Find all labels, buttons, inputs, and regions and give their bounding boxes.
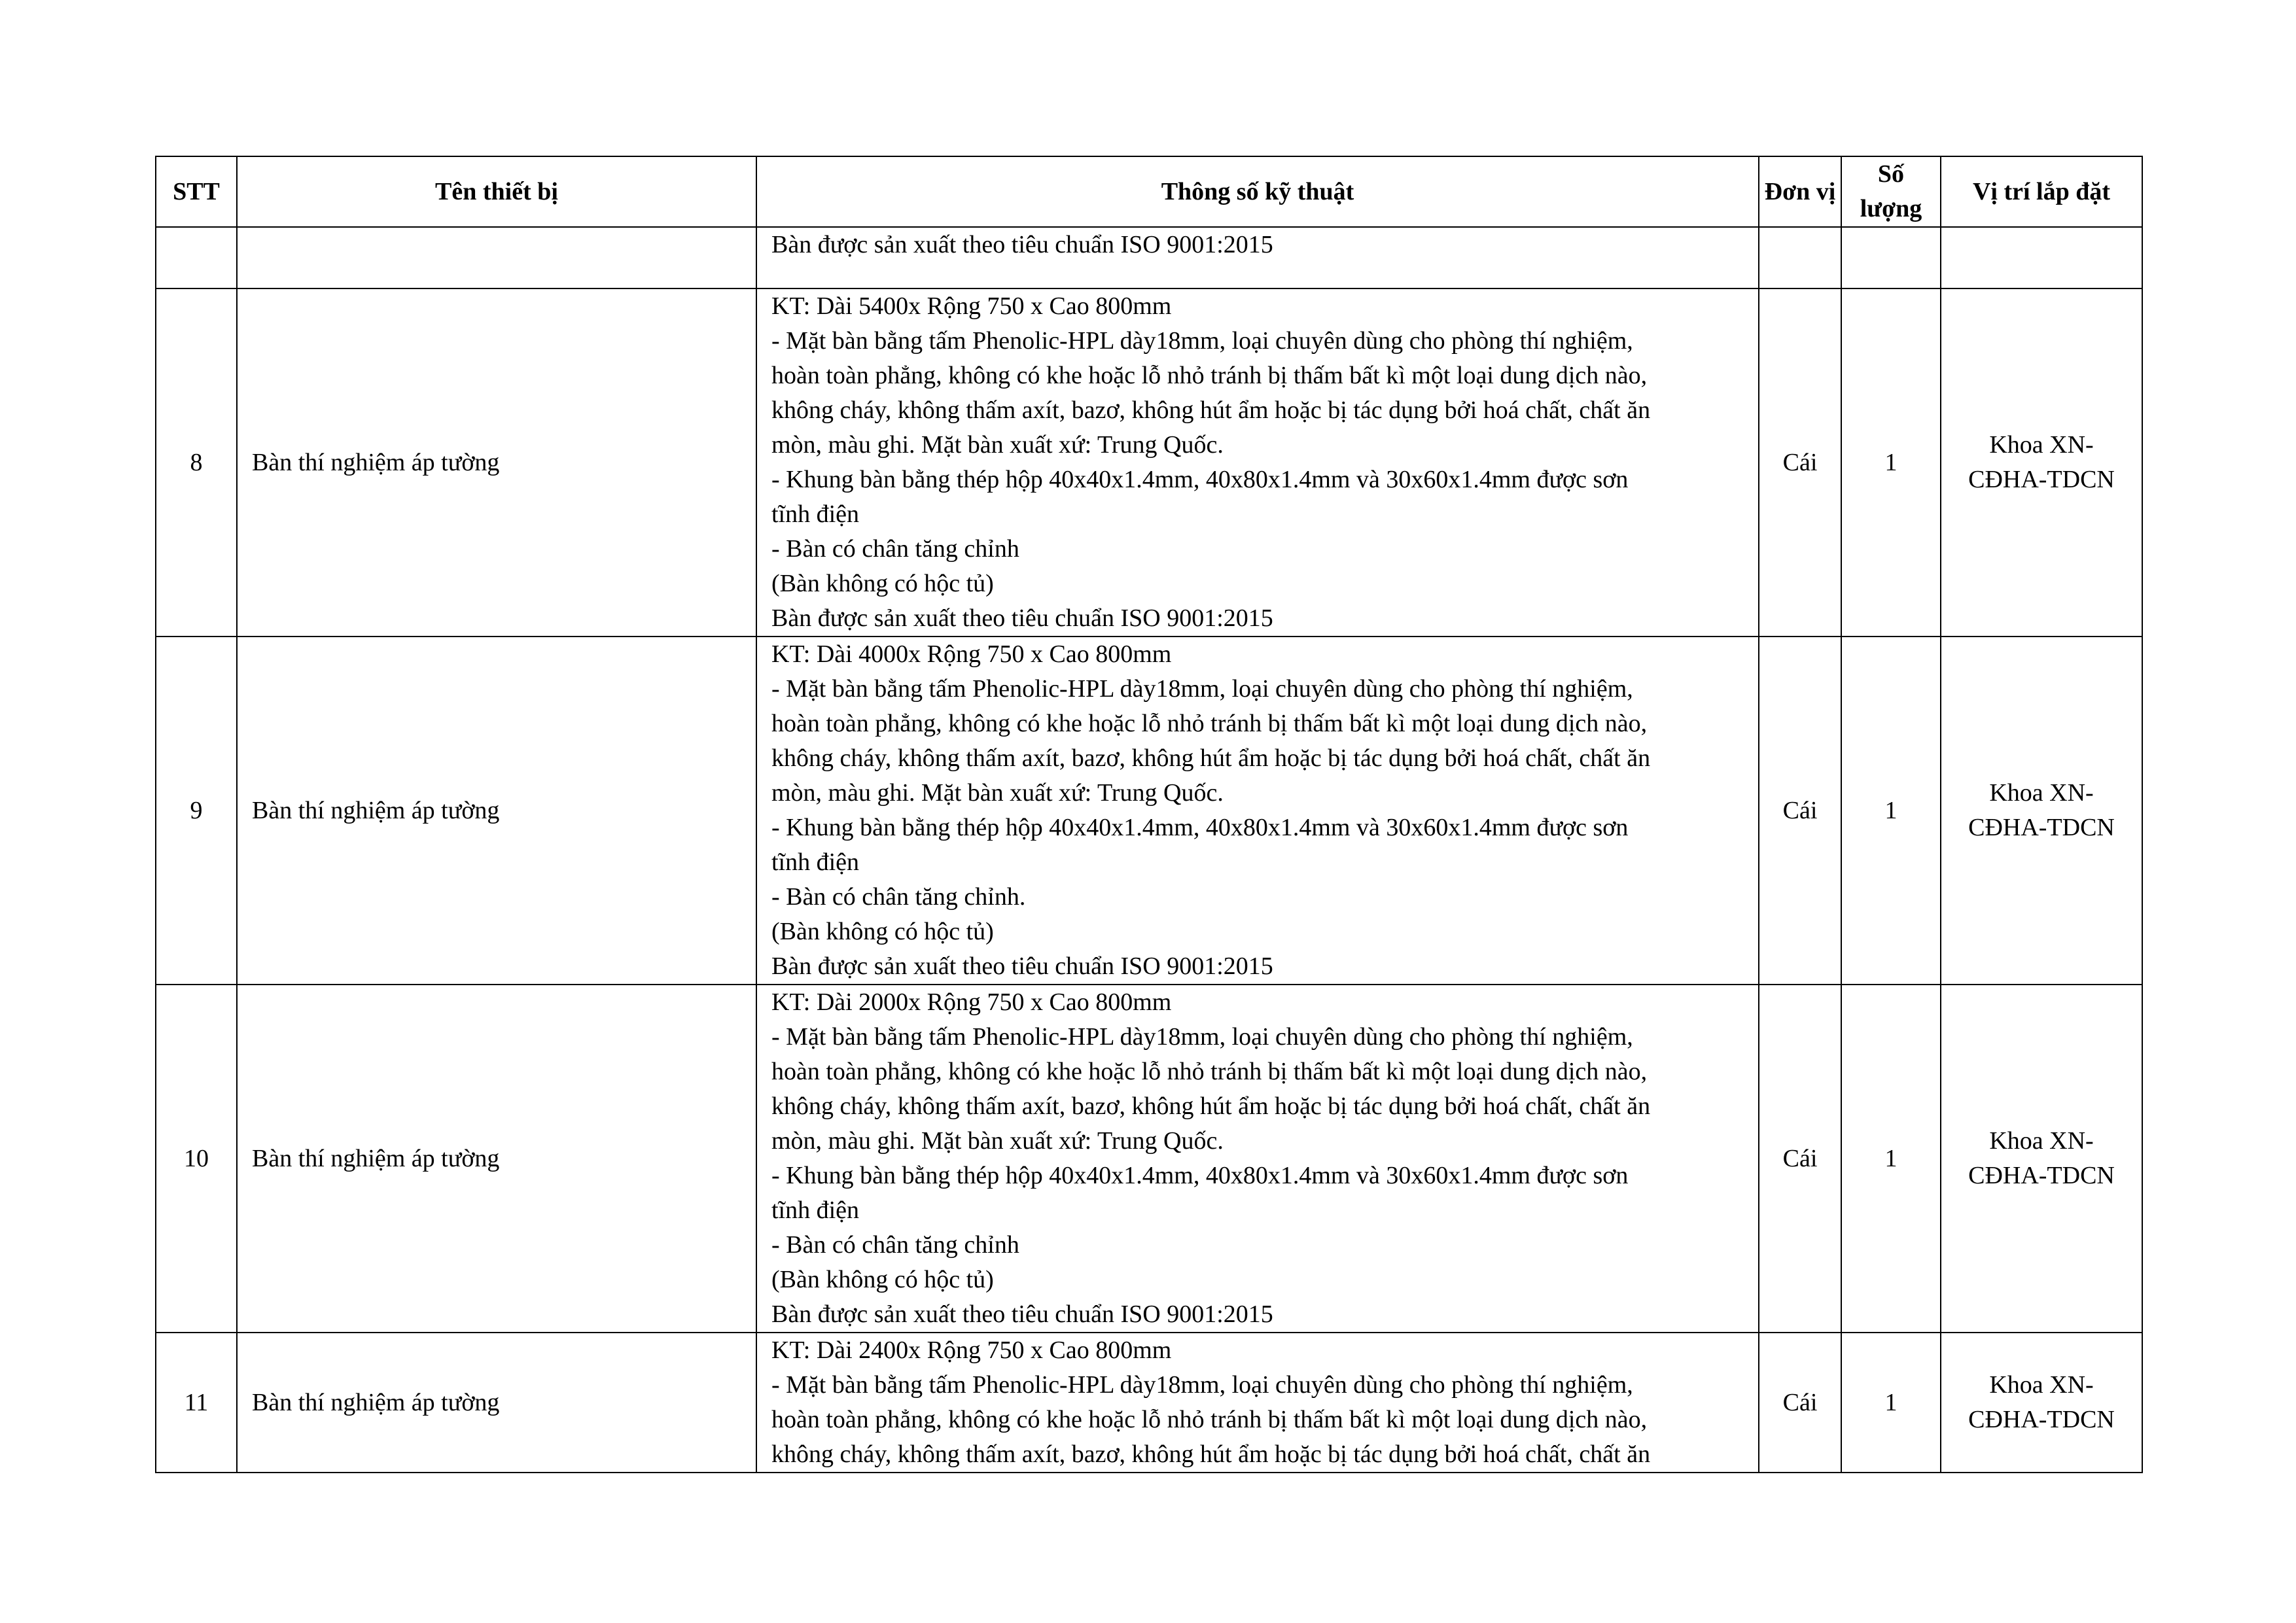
location-line: CĐHA-TDCN (1968, 1406, 2115, 1433)
equipment-spec-table (155, 156, 2143, 1473)
spec-line: KT: Dài 2400x Rộng 750 x Cao 800mm (771, 1336, 1172, 1364)
header-row (156, 156, 2142, 227)
spec-line: KT: Dài 4000x Rộng 750 x Cao 800mm (771, 640, 1172, 668)
spec-line: - Mặt bàn bằng tấm Phenolic-HPL dày18mm, loại chuyên dùng cho phòng thí nghiệm, (771, 327, 1633, 355)
table-row (156, 637, 2142, 985)
spec-line: hoàn toàn phẳng, không có khe hoặc lỗ nhỏ tránh bị thấm bất kì một loại dung dịch nào, (771, 1406, 1648, 1433)
cell-location (1941, 288, 2142, 637)
spec-line: tĩnh điện (771, 1196, 860, 1224)
location-line: CĐHA-TDCN (1968, 1162, 2115, 1189)
cell-location (1941, 985, 2142, 1333)
cell-name: Bàn thí nghiệm áp tường (237, 288, 756, 637)
cell-qty: 1 (1841, 637, 1941, 985)
spec-line: tĩnh điện (771, 500, 860, 528)
cell-unit: Cái (1759, 637, 1841, 985)
spec-line: tĩnh điện (771, 848, 860, 876)
spec-line: - Bàn có chân tăng chỉnh (771, 535, 1019, 563)
cell-spec (756, 227, 1759, 288)
spec-line: - Mặt bàn bằng tấm Phenolic-HPL dày18mm, loại chuyên dùng cho phòng thí nghiệm, (771, 1023, 1633, 1051)
cell-unit: Cái (1759, 1333, 1841, 1473)
cell-qty: 1 (1841, 1333, 1941, 1473)
spec-line: không cháy, không thấm axít, bazơ, không hút ẩm hoặc bị tác dụng bởi hoá chất, chất ăn (771, 1092, 1651, 1120)
spec-line: - Khung bàn bằng thép hộp 40x40x1.4mm, 40x80x1.4mm và 30x60x1.4mm được sơn (771, 814, 1629, 841)
table-row (156, 1333, 2142, 1473)
cell-stt: 11 (156, 1333, 237, 1473)
cell-stt: 10 (156, 985, 237, 1333)
location-line: CĐHA-TDCN (1968, 466, 2115, 493)
location-line: Khoa XN- (1989, 779, 2094, 807)
spec-line: KT: Dài 2000x Rộng 750 x Cao 800mm (771, 988, 1172, 1016)
header-name: Tên thiết bị (237, 156, 756, 227)
header-spec: Thông số kỹ thuật (756, 156, 1759, 227)
spec-line: hoàn toàn phẳng, không có khe hoặc lỗ nhỏ tránh bị thấm bất kì một loại dung dịch nào, (771, 1058, 1648, 1085)
spec-line: Bàn được sản xuất theo tiêu chuẩn ISO 9001:2015 (771, 604, 1273, 632)
table-row (156, 288, 2142, 637)
cell-location (1941, 227, 2142, 288)
spec-line: không cháy, không thấm axít, bazơ, không hút ẩm hoặc bị tác dụng bởi hoá chất, chất ăn (771, 744, 1651, 772)
spec-line: (Bàn không có hộc tủ) (771, 918, 994, 945)
spec-line: không cháy, không thấm axít, bazơ, không hút ẩm hoặc bị tác dụng bởi hoá chất, chất ăn (771, 1440, 1651, 1468)
cell-name: Bàn thí nghiệm áp tường (237, 985, 756, 1333)
cell-qty (1841, 227, 1941, 288)
header-qty: Số lượng (1841, 156, 1941, 227)
cell-unit: Cái (1759, 288, 1841, 637)
location-line: CĐHA-TDCN (1968, 814, 2115, 841)
cell-name: Bàn thí nghiệm áp tường (237, 1333, 756, 1473)
spec-line: (Bàn không có hộc tủ) (771, 1266, 994, 1293)
cell-unit (1759, 227, 1841, 288)
spec-line: - Mặt bàn bằng tấm Phenolic-HPL dày18mm, loại chuyên dùng cho phòng thí nghiệm, (771, 675, 1633, 703)
cell-stt: 9 (156, 637, 237, 985)
spec-line: - Bàn có chân tăng chỉnh. (771, 883, 1026, 911)
spec-line: - Bàn có chân tăng chỉnh (771, 1231, 1019, 1259)
spec-line: mòn, màu ghi. Mặt bàn xuất xứ: Trung Quốc. (771, 779, 1224, 807)
spec-line: KT: Dài 5400x Rộng 750 x Cao 800mm (771, 292, 1172, 320)
cell-location (1941, 1333, 2142, 1473)
cell-spec (756, 288, 1759, 637)
spec-line: mòn, màu ghi. Mặt bàn xuất xứ: Trung Quốc. (771, 431, 1224, 459)
spec-line: (Bàn không có hộc tủ) (771, 570, 994, 597)
table-row (156, 985, 2142, 1333)
spec-line: hoàn toàn phẳng, không có khe hoặc lỗ nhỏ tránh bị thấm bất kì một loại dung dịch nào, (771, 710, 1648, 737)
cell-name: Bàn thí nghiệm áp tường (237, 637, 756, 985)
location-line: Khoa XN- (1989, 431, 2094, 459)
spec-line: không cháy, không thấm axít, bazơ, không hút ẩm hoặc bị tác dụng bởi hoá chất, chất ăn (771, 396, 1651, 424)
header-location: Vị trí lắp đặt (1941, 156, 2142, 227)
location-line: Khoa XN- (1989, 1371, 2094, 1399)
spec-line: - Khung bàn bằng thép hộp 40x40x1.4mm, 40x80x1.4mm và 30x60x1.4mm được sơn (771, 466, 1629, 493)
table-row-continuation (156, 227, 2142, 288)
cell-stt (156, 227, 237, 288)
cell-qty: 1 (1841, 288, 1941, 637)
cell-location (1941, 637, 2142, 985)
cell-stt: 8 (156, 288, 237, 637)
spec-line: hoàn toàn phẳng, không có khe hoặc lỗ nhỏ tránh bị thấm bất kì một loại dung dịch nào, (771, 362, 1648, 389)
location-line: Khoa XN- (1989, 1127, 2094, 1155)
header-unit: Đơn vị (1759, 156, 1841, 227)
spec-line: Bàn được sản xuất theo tiêu chuẩn ISO 9001:2015 (771, 1300, 1273, 1328)
spec-line: Bàn được sản xuất theo tiêu chuẩn ISO 9001:2015 (771, 952, 1273, 980)
cell-unit: Cái (1759, 985, 1841, 1333)
cell-qty: 1 (1841, 985, 1941, 1333)
spec-line: - Khung bàn bằng thép hộp 40x40x1.4mm, 40x80x1.4mm và 30x60x1.4mm được sơn (771, 1162, 1629, 1189)
cell-spec (756, 637, 1759, 985)
spec-line: Bàn được sản xuất theo tiêu chuẩn ISO 9001:2015 (771, 231, 1273, 258)
cell-spec (756, 1333, 1759, 1473)
header-stt: STT (156, 156, 237, 227)
cell-spec (756, 985, 1759, 1333)
spec-line: - Mặt bàn bằng tấm Phenolic-HPL dày18mm, loại chuyên dùng cho phòng thí nghiệm, (771, 1371, 1633, 1399)
spec-line: mòn, màu ghi. Mặt bàn xuất xứ: Trung Quốc. (771, 1127, 1224, 1155)
cell-name (237, 227, 756, 288)
